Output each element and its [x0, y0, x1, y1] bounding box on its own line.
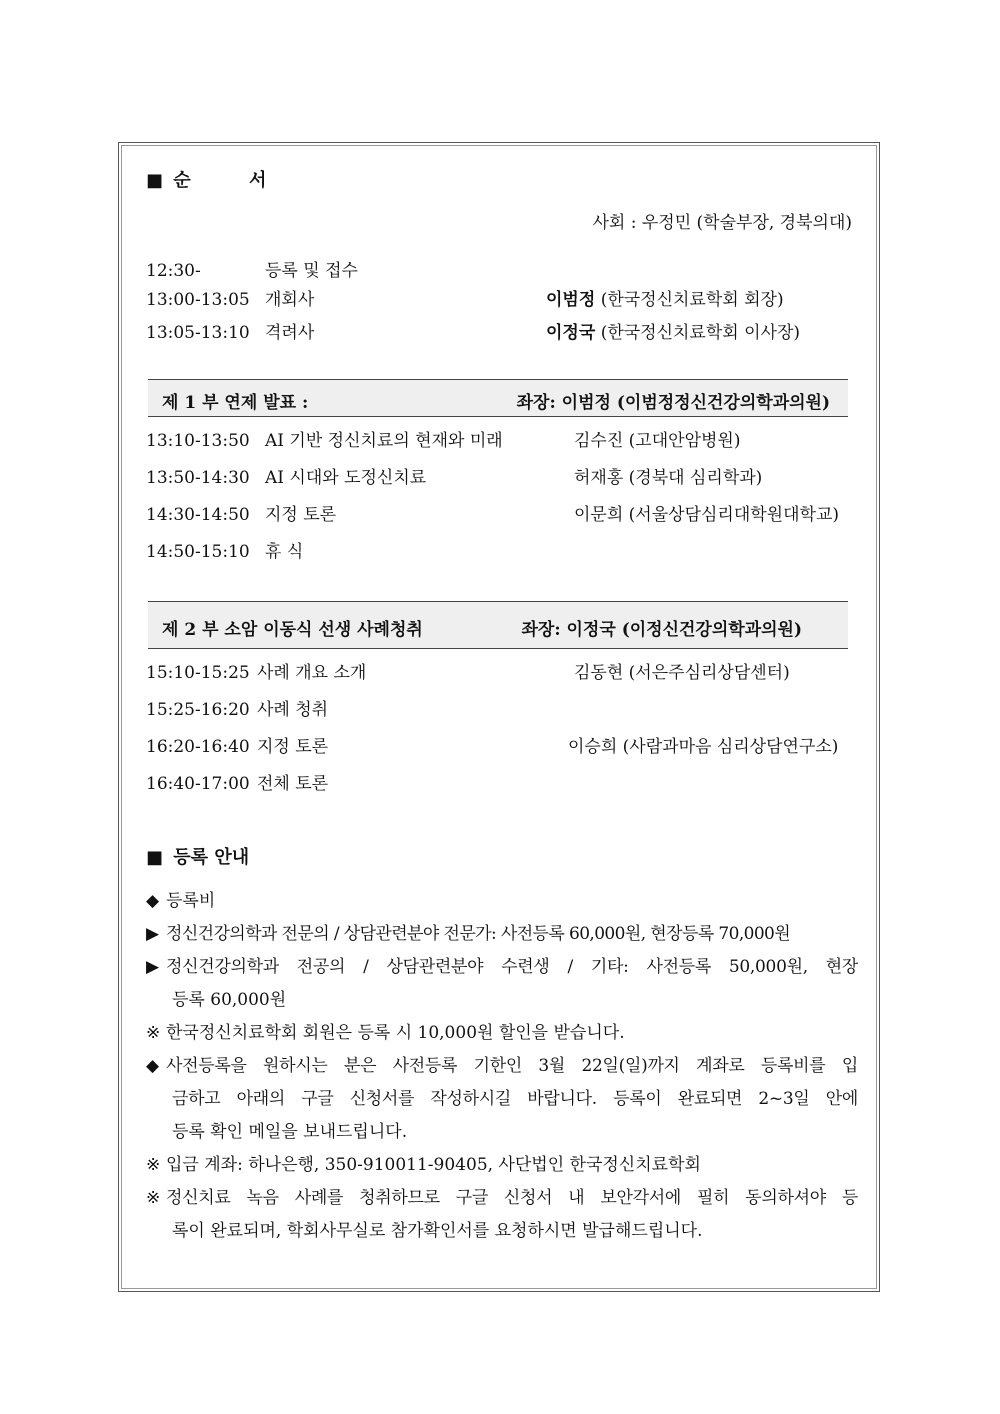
order-heading: ■ 순 서: [146, 170, 267, 191]
part1-row-time: 14:50-15:10: [146, 542, 250, 562]
order-row-speaker: [546, 289, 784, 311]
consent-note: ※ 정신치료 녹음 사례를 청취하므로 구글 신청서 내 보안각서에 필히 동의하셔야 등: [146, 1182, 858, 1215]
part2-row-speaker: 김동현 (서은주심리상담센터): [574, 663, 790, 683]
member-note: ※ 한국정신치료학회 회원은 등록 시 10,000원 할인을 받습니다.: [146, 1017, 858, 1050]
part2-title: 제 2 부 소암 이동식 선생 사례청취: [162, 620, 423, 640]
part2-row-time: 15:25-16:20: [146, 700, 250, 720]
registration-heading: ■ 등록 안내: [146, 847, 250, 868]
heading-square-icon: ■: [146, 847, 164, 868]
pre-registration-cont: 등록 확인 메일을 보내드립니다.: [172, 1122, 408, 1142]
part1-row-speaker: 이문희 (서울상담심리대학원대학교): [574, 505, 839, 525]
fee-specialist: ▶ 정신건강의학과 전문의 / 상담관련분야 전문가: 사전등록 60,000원, 현장등록 70,000원: [146, 918, 858, 951]
speaker-name: 이범정: [546, 290, 596, 310]
part1-row-speaker: 허재홍 (경북대 심리학과): [574, 468, 763, 488]
order-row-item: 등록 및 접수: [265, 261, 358, 281]
part2-header-bar: [148, 601, 848, 649]
pre-registration-cont: 금하고 아래의 구글 신청서를 작성하시길 바랍니다. 등록이 완료되면 2~3일 안에: [172, 1089, 858, 1109]
part2-row-item: 지정 토론: [257, 737, 329, 757]
part2-row-item: 사례 개요 소개: [257, 663, 367, 683]
account-note: ※ 입금 계좌: 하나은행, 350-910011-90405, 사단법인 한국정신치료학회: [146, 1149, 858, 1182]
order-row-time: 12:30-: [146, 261, 201, 281]
part1-row-item: 휴 식: [265, 542, 304, 562]
order-row-time: 13:00-13:05: [146, 290, 250, 310]
part2-row-time: 16:40-17:00: [146, 774, 250, 794]
part2-row-item: 전체 토론: [257, 774, 329, 794]
part2-row-time: 16:20-16:40: [146, 737, 250, 757]
order-row-item: 격려사: [265, 323, 315, 343]
speaker-name: 이정국: [546, 323, 596, 343]
fee-resident: ▶ 정신건강의학과 전공의 / 상담관련분야 수련생 / 기타: 사전등록 50,000원, 현장: [146, 951, 858, 984]
part1-row-item: AI 기반 정신치료의 현재와 미래: [265, 431, 503, 451]
order-row-item: 개회사: [265, 290, 315, 310]
part1-chair: 좌장: 이범정 (이범정정신건강의학과의원): [516, 393, 830, 413]
triangle-icon: ▶: [146, 924, 159, 944]
part1-row-item: 지정 토론: [265, 505, 337, 525]
heading-square-icon: ■: [146, 170, 164, 191]
part1-header-bar: [148, 379, 848, 417]
part1-row-item: AI 시대와 도정신치료: [265, 468, 427, 488]
speaker-affiliation: (한국정신치료학회 회장): [600, 290, 784, 310]
consent-note-cont: 록이 완료되며, 학회사무실로 참가확인서를 요청하시면 발급해드립니다.: [172, 1221, 703, 1241]
diamond-icon: ◆: [146, 1056, 159, 1076]
triangle-icon: ▶: [146, 957, 159, 977]
part1-row-time: 13:10-13:50: [146, 431, 250, 451]
reference-mark-icon: ※: [146, 1023, 161, 1043]
moderator: 사회 : 우정민 (학술부장, 경북의대): [592, 213, 852, 233]
order-row-speaker: [546, 322, 800, 344]
registration-body: [146, 885, 858, 1248]
pre-registration: ◆ 사전등록을 원하시는 분은 사전등록 기한인 3월 22일(일)까지 계좌로 등록비를 입: [146, 1050, 858, 1083]
reference-mark-icon: ※: [146, 1155, 161, 1175]
part2-chair: 좌장: 이정국 (이정신건강의학과의원): [521, 620, 802, 640]
speaker-affiliation: (한국정신치료학회 이사장): [600, 323, 800, 343]
fee-resident-cont: 등록 60,000원: [172, 990, 287, 1010]
fee-label: ◆ 등록비: [146, 885, 858, 918]
diamond-icon: ◆: [146, 891, 160, 911]
part1-row-time: 13:50-14:30: [146, 468, 250, 488]
reference-mark-icon: ※: [146, 1188, 160, 1208]
part1-row-time: 14:30-14:50: [146, 505, 250, 525]
part2-row-time: 15:10-15:25: [146, 663, 250, 683]
part2-row-item: 사례 청취: [257, 700, 329, 720]
order-row-time: 13:05-13:10: [146, 323, 250, 343]
part2-row-speaker: 이승희 (사람과마음 심리상담연구소): [568, 737, 839, 757]
part1-title: 제 1 부 연제 발표 :: [162, 393, 309, 413]
part1-row-speaker: 김수진 (고대안암병원): [574, 431, 741, 451]
